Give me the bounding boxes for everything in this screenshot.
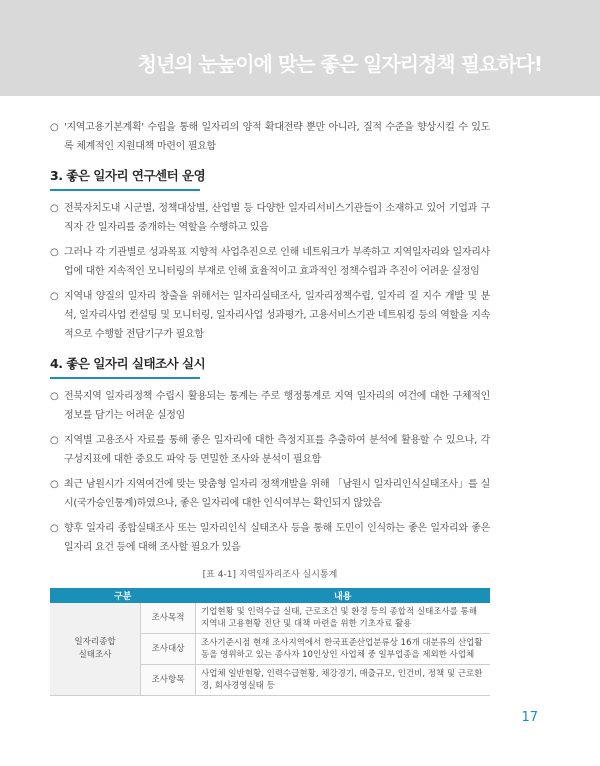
section-heading: 4. 좋은 일자리 실태조사 실시 [50, 354, 200, 379]
bullet-text: 최근 남원시가 지역여건에 맞는 맞춤형 일자리 정책개발을 위해 「남원시 일자리인식실태조사」를 실시(국가승인통계)하였으나, 좋은 일자리에 대한 인식여부는 확인되지 않았음 [64, 479, 490, 509]
page-number: 17 [521, 710, 538, 725]
header-banner [0, 0, 600, 96]
bullet-mark: ○ [50, 391, 59, 402]
bullet-mark: ○ [50, 247, 59, 258]
row-content: 기업현황 및 인력수급 실태, 근로조건 및 환경 등의 종합적 실태조사를 통해 지역내 고용현황 진단 및 대책 마련을 위한 기초자료 활용 [196, 603, 491, 634]
list-item [50, 431, 490, 469]
list-item [50, 243, 490, 281]
bullet-mark: ○ [50, 435, 59, 446]
column-header: 내용 [196, 588, 491, 603]
bullet-text: 그러나 각 기관별로 성과목표 지향적 사업추진으로 인해 네트워크가 부족하고 지역일자리와 일자리사업에 대한 지속적인 모니터링의 부재로 인해 효율적이고 효과적인 정책수립과 추진이 어려운 실정임 [64, 247, 490, 277]
table-header-row [50, 588, 490, 603]
list-item [50, 475, 490, 513]
row-label: 조사대상 [141, 634, 196, 665]
row-content: 사업체 일반현황, 인력수급현황, 채강경기, 매출규모, 인건비, 정책 및 근로환경, 회사경영실태 등 [196, 665, 491, 696]
survey-table [50, 588, 490, 696]
list-item [50, 519, 490, 557]
bullet-text: '지역고용기본계획' 수립을 통해 일자리의 양적 확대전략 뿐만 아니라, 질적 수준을 향상시킬 수 있도록 체계적인 지원대책 마련이 필요함 [64, 122, 490, 152]
bullet-mark: ○ [50, 203, 59, 214]
bullet-text: 지역별 고용조사 자료를 통해 좋은 일자리에 대한 측정지표를 추출하여 분석에 활용할 수 있으나, 각 구성지표에 대한 중요도 파악 등 면밀한 조사와 분석이 필요함 [64, 435, 490, 465]
document-body [50, 118, 490, 696]
bullet-text: 전북자치도내 시군별, 정책대상별, 산업별 등 다양한 일자리서비스기관들이 소재하고 있어 기업과 구직자 간 일자리를 중개하는 역할을 수행하고 있음 [64, 203, 490, 233]
column-header: 구분 [50, 588, 196, 603]
table-group-cell [50, 603, 141, 696]
page-title: 청년의 눈높이에 맞는 좋은 일자리정책 필요하다! [137, 52, 542, 76]
section-heading: 3. 좋은 일자리 연구센터 운영 [50, 166, 200, 191]
table-row [50, 603, 490, 634]
bullet-mark: ○ [50, 122, 59, 133]
intro-bullet [50, 118, 490, 156]
row-label: 조사목적 [141, 603, 196, 634]
bullet-mark: ○ [50, 291, 59, 302]
bullet-mark: ○ [50, 479, 59, 490]
bullet-text: 전북지역 일자리정책 수립시 활용되는 통계는 주로 행정통계로 지역 일자리의 여건에 대한 구체적인 정보를 담기는 어려운 실정임 [64, 391, 490, 421]
bullet-text: 향후 일자리 종합실태조사 또는 일자리인식 실태조사 등을 통해 도민이 인식하는 좋은 일자리와 좋은 일자리 요건 등에 대해 조사할 필요가 있음 [64, 523, 490, 553]
list-item [50, 199, 490, 237]
bullet-text: 지역내 양질의 일자리 창출을 위해서는 일자리실태조사, 일자리정책수립, 일자리 질 지수 개발 및 분석, 일자리사업 컨설팅 및 모니터링, 일자리사업 성과평가, 고용서비스기관 네트워킹 등의 역할을 지속적으로 수행할 전담기구가 필요함 [64, 291, 490, 340]
group-label: 일자리종합 실태조사 [74, 637, 116, 660]
bullet-mark: ○ [50, 523, 59, 534]
row-label: 조사항목 [141, 665, 196, 696]
row-content: 조사기준시점 현재 조사지역에서 한국표준산업분류상 16개 대분류의 산업활동을 영위하고 있는 종사자 10인상인 사업체 중 일부업종을 제외한 사업체 [196, 634, 491, 665]
list-item [50, 387, 490, 425]
table-caption: [표 4-1] 지역일자리조사 실시통계 [202, 570, 338, 580]
list-item [50, 287, 490, 344]
